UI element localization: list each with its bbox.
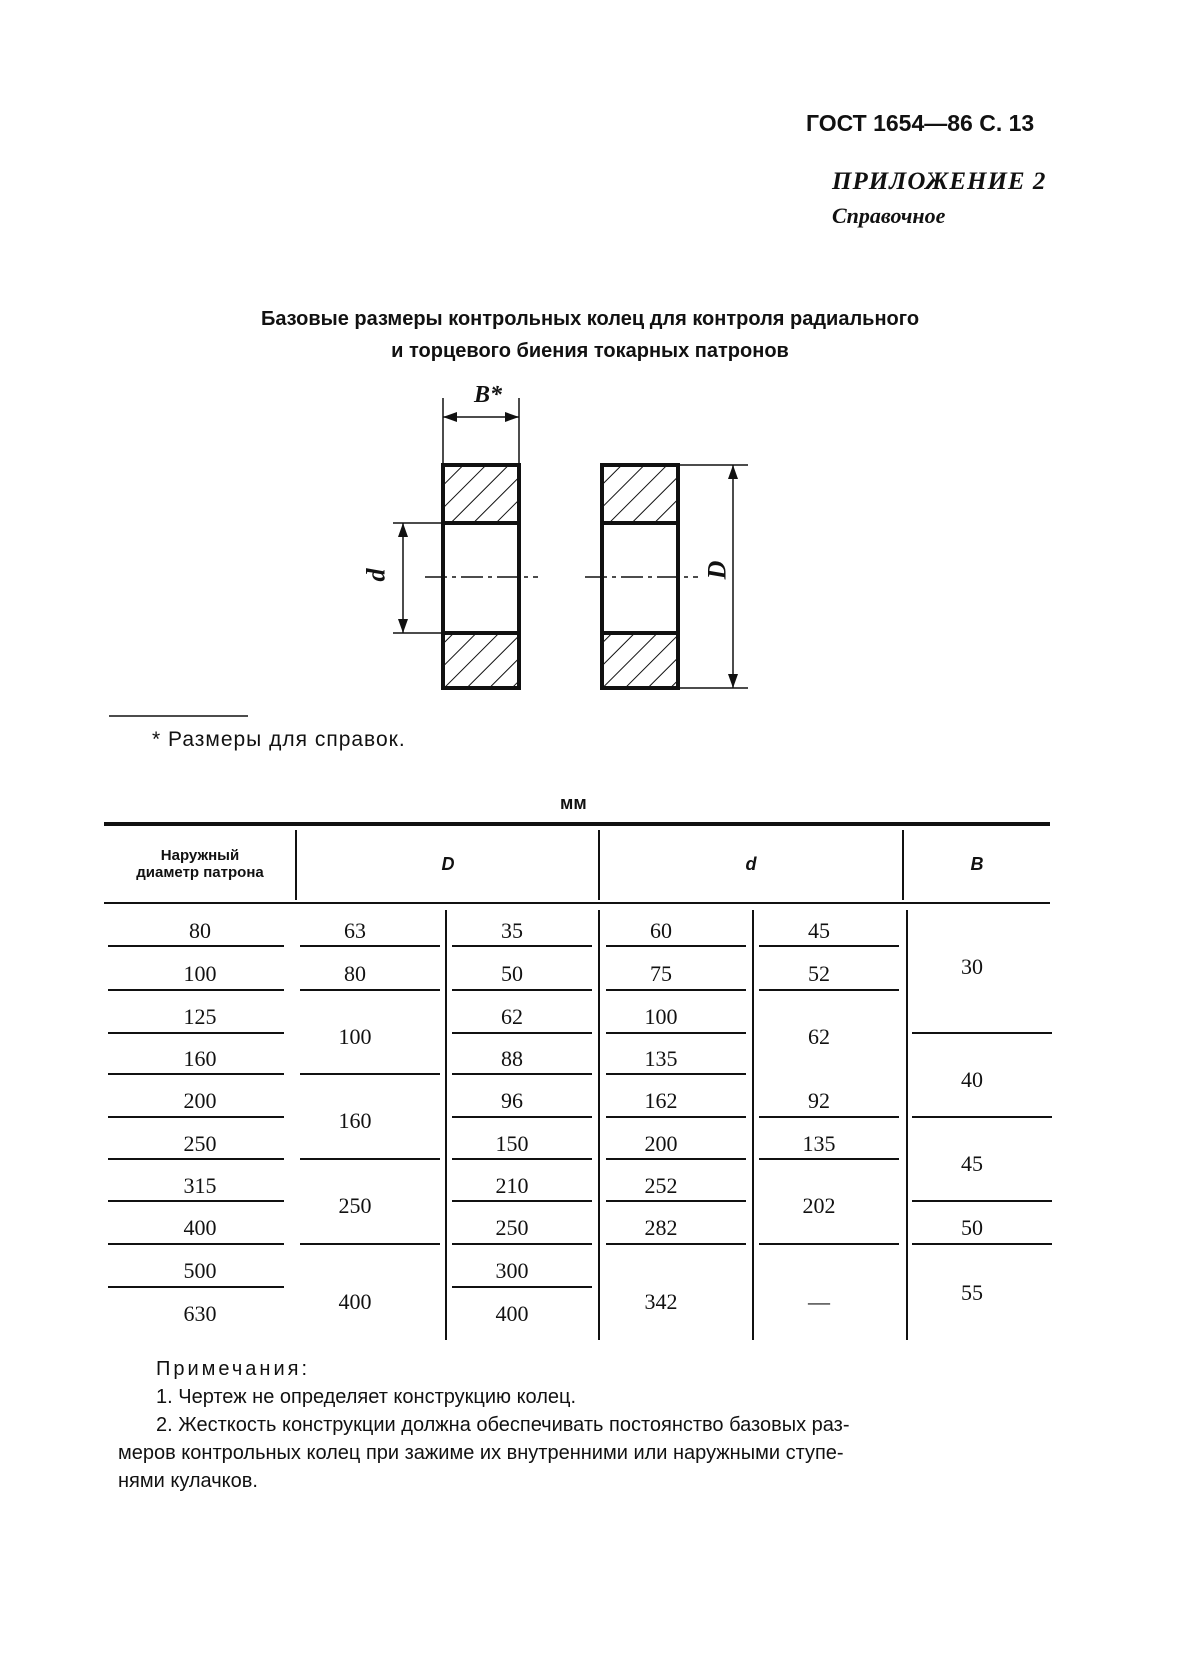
note-2-cont: меров контрольных колец при зажиме их внутренними или наружными ступе- xyxy=(118,1442,844,1464)
table-unit: мм xyxy=(560,793,587,813)
appendix-type: Справочное xyxy=(832,203,946,228)
table-cell: 250 xyxy=(495,1215,529,1240)
table-cell: 50 xyxy=(961,1215,983,1240)
label-B: B* xyxy=(474,382,503,408)
header-D: D xyxy=(441,854,455,874)
table-cell: 150 xyxy=(495,1131,529,1156)
header-outer-diameter: Наружный диаметр патрона xyxy=(136,847,264,881)
table-cell: 250 xyxy=(183,1131,217,1156)
table-cell: 45 xyxy=(961,1151,983,1176)
label-D: D xyxy=(702,560,732,580)
table-cell: 500 xyxy=(183,1258,217,1283)
table-cell: 400 xyxy=(338,1289,372,1314)
table-cell: 80 xyxy=(344,961,366,986)
notes-heading: Примечания: xyxy=(156,1358,311,1380)
title-line-1: Базовые размеры контрольных колец для контроля радиального xyxy=(260,308,920,330)
table-cell: 35 xyxy=(501,918,523,943)
table-cell: 135 xyxy=(802,1131,836,1156)
table-cell: 75 xyxy=(650,961,672,986)
table-cell: 202 xyxy=(802,1193,836,1218)
table-cell: 55 xyxy=(961,1280,983,1305)
table-cell: 200 xyxy=(183,1088,217,1113)
header-d: d xyxy=(745,854,757,874)
note-2-end: нями кулачков. xyxy=(118,1470,258,1492)
table-cell: 300 xyxy=(495,1258,529,1283)
table-cell: 40 xyxy=(961,1067,983,1092)
note-1: 1. Чертеж не определяет конструкцию колец. xyxy=(156,1386,577,1408)
table-cell: 45 xyxy=(808,918,830,943)
table-cell: 162 xyxy=(644,1088,678,1113)
table-cell: 88 xyxy=(501,1046,523,1071)
table-cell: 100 xyxy=(644,1004,678,1029)
appendix-label: ПРИЛОЖЕНИЕ 2 xyxy=(832,168,1047,195)
table-cell: 200 xyxy=(644,1131,678,1156)
table-cell: 100 xyxy=(338,1024,372,1049)
table-cell: 62 xyxy=(808,1024,830,1049)
label-d: d xyxy=(361,568,391,582)
table-cell: 30 xyxy=(961,954,983,979)
table-cell: 160 xyxy=(338,1108,372,1133)
table-cell: 50 xyxy=(501,961,523,986)
note-2: 2. Жесткость конструкции должна обеспечивать постоянство базовых раз- xyxy=(156,1414,850,1436)
table-cell: 96 xyxy=(501,1088,523,1113)
table-cell: 62 xyxy=(501,1004,523,1029)
table-cell: 342 xyxy=(644,1289,678,1314)
footnote: * Размеры для справок. xyxy=(152,728,406,751)
table-cell: 400 xyxy=(495,1301,529,1326)
table-cell: 400 xyxy=(183,1215,217,1240)
table-cell: 63 xyxy=(344,918,366,943)
table-cell: 52 xyxy=(808,961,830,986)
table-cell: 630 xyxy=(183,1301,217,1326)
table-cell: 125 xyxy=(183,1004,217,1029)
title-line-2: и торцевого биения токарных патронов xyxy=(391,340,789,362)
table-cell: 80 xyxy=(189,918,211,943)
table-cell: 252 xyxy=(644,1173,678,1198)
table-cell: 92 xyxy=(808,1088,830,1113)
table-cell: — xyxy=(808,1289,830,1314)
table-cell: 250 xyxy=(338,1193,372,1218)
standard-number: ГОСТ 1654—86 С. 13 xyxy=(806,110,1035,136)
table-cell: 60 xyxy=(650,918,672,943)
table-cell: 160 xyxy=(183,1046,217,1071)
notes xyxy=(118,1355,1058,1495)
table-cell: 315 xyxy=(183,1173,217,1198)
table-cell: 282 xyxy=(644,1215,678,1240)
table-cell: 135 xyxy=(644,1046,678,1071)
table-cell: 210 xyxy=(495,1173,529,1198)
table-cell: 100 xyxy=(183,961,217,986)
header-B: B xyxy=(970,854,984,874)
